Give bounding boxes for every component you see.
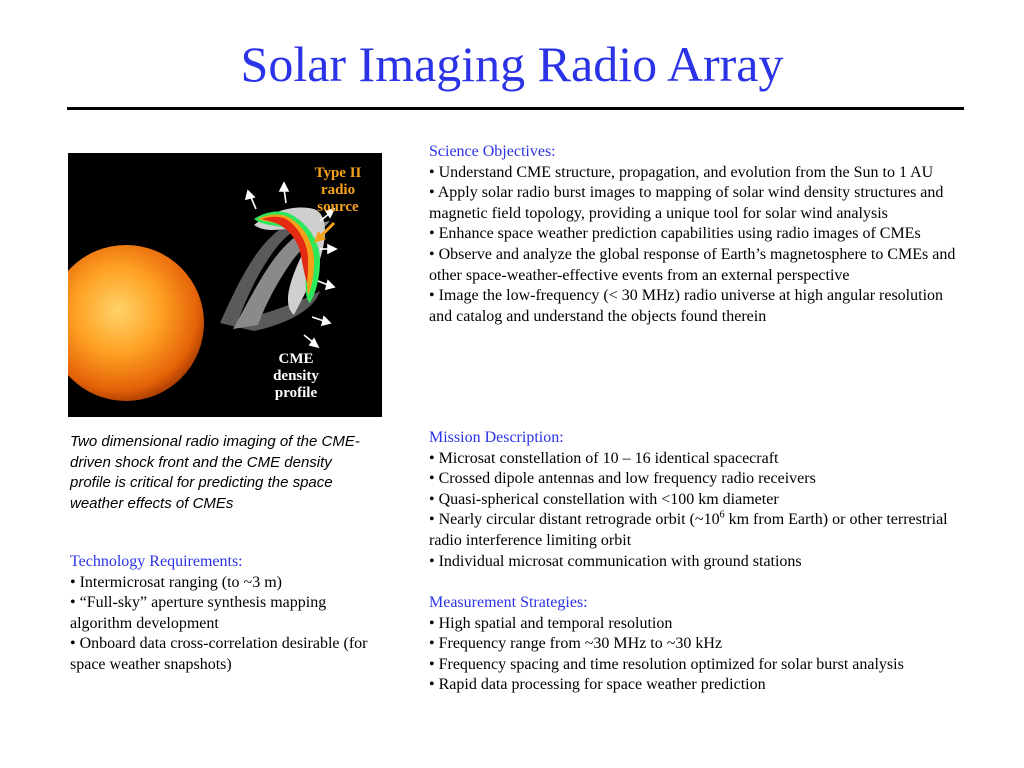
science-item: • Enhance space weather prediction capabilities using radio images of CMEs [429,225,921,243]
cme-label-line1: CME [278,351,314,367]
orbit-exponent: 6 [719,510,725,522]
measurement-item: • High spatial and temporal resolution [429,614,673,632]
mission-heading: Mission Description: [429,429,564,446]
measurement-strategies [429,593,964,696]
measurement-item: • Frequency spacing and time resolution optimized for solar burst analysis [429,655,904,673]
orbit-suffix: km from Earth) or other terrestrial radio interference limiting orbit [429,511,948,549]
cme-diagram [68,153,382,417]
mission-item: • Crossed dipole antennas and low frequency radio receivers [429,470,816,488]
cme-label-line3: profile [274,385,318,401]
type2-label-line3: source [317,199,359,215]
technology-item: • “Full-sky” aperture synthesis mapping algorithm development [70,594,327,632]
measurement-item: • Rapid data processing for space weather prediction [429,676,766,694]
science-item: • Image the low-frequency (< 30 MHz) radio universe at high angular resolution and catalog and understand the objects found therein [429,287,944,325]
cme-label-line2: density [273,368,319,384]
technology-item: • Onboard data cross-correlation desirable (for space weather snapshots) [70,635,368,673]
type2-label-line1: Type II [314,165,362,181]
mission-description [429,428,964,572]
technology-heading: Technology Requirements: [70,553,243,570]
mission-item: • Individual microsat communication with ground stations [429,552,802,570]
technology-requirements [70,552,390,676]
measurement-item: • Frequency range from ~30 MHz to ~30 kHz [429,635,723,653]
orbit-prefix: • Nearly circular distant retrograde orbit (~10 [429,511,720,529]
mission-item: • Microsat constellation of 10 – 16 identical spacecraft [429,449,779,467]
mission-item: • Quasi-spherical constellation with <100 km diameter [429,490,779,508]
science-item: • Observe and analyze the global response of Earth’s magnetosphere to CMEs and other space-weather-effective events from an external perspective [429,245,956,284]
mission-item-orbit [429,510,964,551]
cme-illustration [68,153,382,417]
type2-label-line2: radio [320,182,356,198]
science-item: • Understand CME structure, propagation, and evolution from the Sun to 1 AU [429,163,934,181]
figure-caption: Two dimensional radio imaging of the CME-driven shock front and the CME density profile is critical for predicting the space weather effects of CMEs [70,433,360,512]
technology-item: • Intermicrosat ranging (to ~3 m) [70,573,282,591]
science-item: • Apply solar radio burst images to mapping of solar wind density structures and magnetic field topology, providing a unique tool for solar wind analysis [429,184,944,222]
sun [68,245,204,401]
measurement-heading: Measurement Strategies: [429,594,588,611]
science-heading: Science Objectives: [429,143,556,160]
slide-title: Solar Imaging Radio Array [240,36,784,92]
science-objectives [429,142,964,327]
title-divider [67,107,964,110]
